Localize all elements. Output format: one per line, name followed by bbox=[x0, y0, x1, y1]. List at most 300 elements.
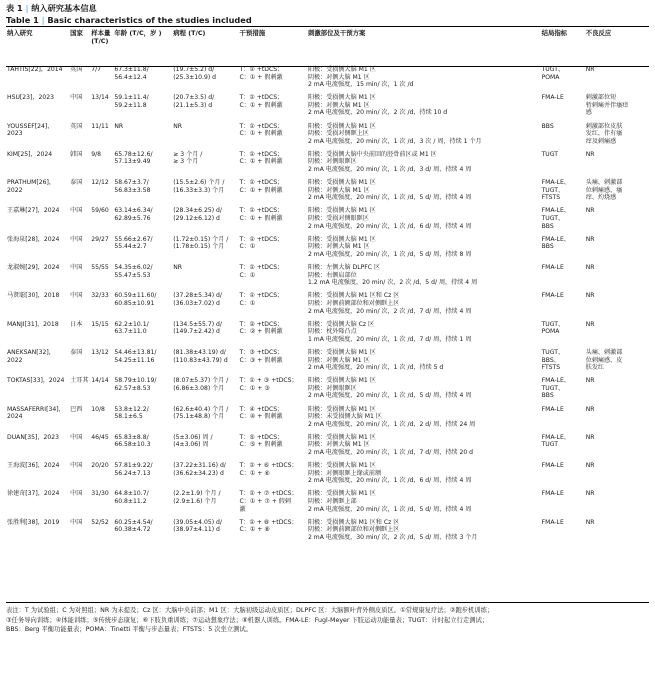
cell-line: (15.5±2.6) 个月 / bbox=[173, 179, 225, 187]
cell-study: 徐建奇[37]，2024 bbox=[7, 490, 60, 498]
cell-outcome bbox=[541, 65, 585, 93]
cell-outcome bbox=[541, 178, 585, 206]
table-row bbox=[6, 348, 649, 376]
cell-intervention bbox=[239, 489, 307, 517]
cell-study: TAHTIS[22]，2014 bbox=[7, 66, 63, 73]
cell-course bbox=[172, 150, 238, 178]
cell-course bbox=[172, 206, 238, 234]
cell-line: NR bbox=[585, 66, 595, 73]
table-row bbox=[6, 489, 649, 517]
cell-line: T：⑤ +tDCS； bbox=[239, 433, 284, 441]
cell-country: 中国 bbox=[70, 490, 83, 498]
table-notes bbox=[6, 606, 649, 635]
cell-outcome bbox=[541, 518, 585, 546]
note-line: 表注：T 为试验组；C 为对照组；NR 为未提及；Cz 区：大脑中央前部；M1 区：大脑初级运动皮质区；DLPFC 区：大脑额叶背外侧皮质区。①常规康复疗法；②跑步机训练； bbox=[6, 607, 494, 614]
cell-line: 64.8±10.7/ bbox=[114, 490, 149, 498]
cell-n: 11/11 bbox=[91, 122, 109, 130]
cell-country: 韩国 bbox=[70, 150, 83, 158]
cell-course bbox=[172, 235, 238, 263]
cell-line: FMA-LE bbox=[541, 264, 564, 272]
cell-course bbox=[172, 348, 238, 376]
cell-line: 痒、灼烧感 bbox=[585, 194, 617, 202]
cell-country: 中国 bbox=[70, 462, 83, 470]
cell-course bbox=[172, 263, 238, 291]
cell-line: 60.59±11.60/ bbox=[114, 292, 157, 300]
cell-line: 阳极：受损侧大脑 M1 区和 Cz 区 bbox=[307, 292, 400, 300]
cell-line: (37.22±31.16) d/ bbox=[173, 462, 226, 470]
cell-study: 龙淑婉[29]，2024 bbox=[7, 264, 60, 272]
cell-course bbox=[172, 461, 238, 489]
cell-line: 2 mA 电流强度，20 min/ 次，1 次 /d，5 d/ 周，持续 8 周 bbox=[307, 250, 472, 258]
cell-line: C：① + ③ bbox=[239, 384, 270, 392]
cell-intervention bbox=[239, 122, 307, 150]
cell-line: BBS bbox=[541, 122, 554, 130]
cell-outcome bbox=[541, 93, 585, 121]
cell-line: NR bbox=[585, 207, 595, 215]
cell-outcome bbox=[541, 405, 585, 433]
table-row bbox=[6, 405, 649, 433]
cell-line: C：① bbox=[239, 243, 256, 251]
cell-line: T：① + ⑥ +tDCS； bbox=[239, 462, 298, 470]
cell-course bbox=[172, 405, 238, 433]
cell-line: NR bbox=[585, 490, 595, 498]
cell-line: 阴极：右侧肩部位 bbox=[307, 271, 357, 279]
cell-line: (1.72±0.15) 个月 / bbox=[173, 235, 229, 243]
cell-regimen bbox=[307, 320, 541, 348]
cell-line: TUGT、 bbox=[541, 348, 565, 356]
cell-line: ≥ 3 个月 bbox=[173, 158, 199, 166]
cell-line: ≥ 3 个月 / bbox=[173, 150, 203, 158]
cell-age bbox=[113, 65, 172, 93]
cell-line: C：① + 假刺激 bbox=[239, 130, 283, 138]
cell-line: T：① +tDCS； bbox=[239, 150, 284, 158]
cell-regimen bbox=[307, 122, 541, 150]
cell-line: (2.9±1.6) 个月 bbox=[173, 498, 217, 506]
cell-regimen bbox=[307, 433, 541, 461]
cell-line: TUGT、 bbox=[541, 215, 565, 223]
cell-line: (29.12±6.12) d bbox=[173, 215, 220, 223]
cell-line: 62.2±10.1/ bbox=[114, 320, 149, 328]
cell-adverse bbox=[585, 206, 649, 234]
note-line: BBS：Berg 平衡功能量表；POMA：Tinetti 平衡与步态量表；FTSTS：5 次坐立测试。 bbox=[6, 626, 252, 633]
cell-line: 2 mA 电流强度，20 min/ 次，1 次 /d，6 d/ 周，持续 4 周 bbox=[307, 222, 472, 230]
col-header-outcome: 结局指标 bbox=[541, 29, 568, 37]
cell-line: 阴极：对侧大脑 M1 区 bbox=[307, 356, 370, 364]
cell-line: NR bbox=[585, 292, 595, 300]
cell-line: FMA-LE bbox=[541, 405, 564, 413]
cell-line: 60.85±10.91 bbox=[114, 299, 155, 307]
table-row bbox=[6, 206, 649, 234]
cell-line: (110.83±43.79) d bbox=[173, 356, 228, 364]
cell-line: 位刺痛感、皮 bbox=[585, 356, 623, 364]
cell-line: 阳极：受损侧大脑 M1 区 bbox=[307, 66, 376, 73]
cell-age bbox=[113, 263, 172, 291]
cell-line: (19.7±5.2) d/ bbox=[173, 66, 215, 73]
cell-line: 发红，伴有瘙 bbox=[585, 130, 623, 138]
cell-line: NR bbox=[585, 405, 595, 413]
cell-line: NR bbox=[585, 150, 595, 158]
cell-line: T：① + ③ +tDCS； bbox=[239, 377, 298, 385]
cell-line: 阳极：受损侧大脑 M1 区 bbox=[307, 179, 376, 187]
cell-line: 2 mA 电流强度，20 min/ 次，1 次 /d，5 d/ 周，持续 4 周 bbox=[307, 505, 472, 513]
cell-age bbox=[113, 150, 172, 178]
cell-intervention bbox=[239, 320, 307, 348]
cell-line: T：② +tDCS； bbox=[239, 320, 284, 328]
cell-line: NR bbox=[585, 264, 595, 272]
cell-line: 58.67±3.7/ bbox=[114, 179, 149, 187]
cell-line: T：④ +tDCS； bbox=[239, 405, 284, 413]
cell-line: C：④ + 假刺激 bbox=[239, 413, 283, 421]
table-row bbox=[6, 178, 649, 206]
cell-line: FMA-LE bbox=[541, 518, 564, 526]
cell-regimen bbox=[307, 206, 541, 234]
cell-age bbox=[113, 461, 172, 489]
cell-line: 头痛、刺激部 bbox=[585, 179, 623, 187]
cell-line: 57.81±9.22/ bbox=[114, 462, 153, 470]
cell-intervention bbox=[239, 518, 307, 546]
cell-line: T：① +tDCS； bbox=[239, 122, 284, 130]
cell-line: 刺激部位短 bbox=[585, 94, 617, 102]
cell-line: (36.62±34.23) d bbox=[173, 469, 224, 477]
cell-line: 阳极：受损侧大脑 Cz 区 bbox=[307, 320, 375, 328]
cell-line: 56.4±12.4 bbox=[114, 73, 147, 81]
cell-line: NR bbox=[585, 518, 595, 526]
cell-intervention bbox=[239, 461, 307, 489]
cell-line: C：① + 假刺激 bbox=[239, 73, 283, 81]
cell-line: (2.2±1.9) 个月 / bbox=[173, 490, 221, 498]
cell-country: 中国 bbox=[70, 292, 83, 300]
studies-table bbox=[6, 27, 649, 546]
caption-cn bbox=[6, 2, 650, 14]
cell-line: TUGT bbox=[541, 441, 558, 449]
table-row bbox=[6, 376, 649, 404]
cell-line: 阳极：受损侧大脑 M1 区 bbox=[307, 405, 376, 413]
cell-line: 阳极：受损侧大脑 M1 区 bbox=[307, 433, 376, 441]
cell-line: 阴极：对侧眼眶上缘或前额 bbox=[307, 469, 382, 477]
cell-course bbox=[172, 376, 238, 404]
cell-regimen bbox=[307, 518, 541, 546]
cell-regimen bbox=[307, 150, 541, 178]
cell-line: 2 mA 电流强度，20 min/ 次，1 次 /d，3 次 / 周，持续 1 个月 bbox=[307, 137, 482, 145]
cell-age bbox=[113, 433, 172, 461]
cell-line: C：① + 假刺激 bbox=[239, 101, 283, 109]
cell-line: 56.24±7.13 bbox=[114, 469, 151, 477]
cell-line: 66.58±10.3 bbox=[114, 441, 151, 449]
cell-line: 感 bbox=[585, 109, 592, 117]
cell-country: 土耳其 bbox=[70, 377, 89, 385]
cell-line: 阳极：左侧大脑 DLPFC 区 bbox=[307, 264, 381, 272]
cell-age bbox=[113, 405, 172, 433]
col-header-intervention: 干预措施 bbox=[239, 29, 266, 37]
cell-line: POMA bbox=[541, 73, 560, 81]
cell-outcome bbox=[541, 433, 585, 461]
cell-line: NR bbox=[585, 433, 595, 441]
cell-line: 阳极：受损侧大脑 M1 区 bbox=[307, 122, 376, 130]
cell-line: 阴极：对侧大脑 M1 区 bbox=[307, 73, 370, 81]
caption-en-label: Table 1 bbox=[6, 15, 39, 25]
cell-age bbox=[113, 93, 172, 121]
table-row bbox=[6, 65, 649, 93]
cell-line: 阴极：对侧大脑 M1 区 bbox=[307, 101, 370, 109]
cell-country: 英国 bbox=[70, 122, 83, 130]
cell-line: 位刺痛感、瘙 bbox=[585, 186, 623, 194]
cell-age bbox=[113, 376, 172, 404]
cell-line: (37.28±5.34) d/ bbox=[173, 292, 222, 300]
cell-line: (28.34±6.25) d/ bbox=[173, 207, 222, 215]
table-header-row bbox=[6, 27, 649, 65]
cell-line: 2 mA 电流强度，20 min/ 次，1 次 /d，6 d/ 周，持续 4 周 bbox=[307, 477, 472, 485]
cell-line: TUGT、 bbox=[541, 186, 565, 194]
cell-line: 2 mA 电流强度，20 min/ 次，1 次 /d，2 d/ 周，持续 24 周 bbox=[307, 420, 476, 428]
cell-adverse bbox=[585, 489, 649, 517]
cell-line: POMA bbox=[541, 328, 560, 336]
cell-line: 65.78±12.6/ bbox=[114, 150, 153, 158]
col-header-sample-size: 样本量 (T/C) bbox=[91, 29, 111, 45]
cell-line: 阳极：受损侧大脑 M1 区 bbox=[307, 235, 376, 243]
cell-line: 56.83±3.58 bbox=[114, 186, 151, 194]
cell-adverse bbox=[585, 433, 649, 461]
col-header-course: 病程 (T/C) bbox=[173, 29, 206, 37]
cell-line: FTSTS bbox=[541, 194, 561, 202]
cell-regimen bbox=[307, 376, 541, 404]
cell-n: 14/14 bbox=[91, 377, 109, 385]
cell-line: NR bbox=[585, 462, 595, 470]
cell-line: 阳极：受损侧大脑 M1 区 bbox=[307, 207, 376, 215]
caption-cn-title: 纳入研究基本信息 bbox=[31, 3, 97, 13]
cell-line: 阳极：受损侧大脑 M1 区 bbox=[307, 490, 376, 498]
cell-line: FMA-LE、 bbox=[541, 207, 570, 215]
cell-country: 日本 bbox=[70, 320, 83, 328]
cell-line: BBS bbox=[541, 392, 554, 400]
cell-line: 阴极：对侧眼眶区 bbox=[307, 384, 357, 392]
caption-separator-en: | bbox=[41, 15, 45, 25]
cell-regimen bbox=[307, 93, 541, 121]
table-bottom-rule bbox=[6, 602, 649, 603]
cell-adverse bbox=[585, 461, 649, 489]
cell-regimen bbox=[307, 461, 541, 489]
cell-intervention bbox=[239, 433, 307, 461]
cell-line: TUGT、 bbox=[541, 320, 565, 328]
cell-regimen bbox=[307, 348, 541, 376]
cell-adverse bbox=[585, 376, 649, 404]
cell-line: NR bbox=[114, 122, 124, 130]
cell-line: 阳极：受损侧大脑 M1 区 bbox=[307, 94, 376, 102]
cell-regimen bbox=[307, 405, 541, 433]
col-header-age: 年龄 (T/C，岁 ) bbox=[114, 29, 162, 37]
cell-line: 62.57±8.53 bbox=[114, 384, 151, 392]
cell-line: 2 mA 电流强度，20 min/ 次，1 次 /d，5 d/ 周，持续 4 周 bbox=[307, 392, 472, 400]
cell-line: C：① + 假刺激 bbox=[239, 215, 283, 223]
cell-age bbox=[113, 291, 172, 319]
cell-course bbox=[172, 65, 238, 93]
cell-line: T：① + ⑦ +tDCS； bbox=[239, 490, 298, 498]
cell-line: (4±3.06) 周 bbox=[173, 441, 209, 449]
cell-line: T：③ +tDCS； bbox=[239, 348, 284, 356]
cell-study: 张胜利[38]，2019 bbox=[7, 518, 60, 526]
cell-country: 泰国 bbox=[70, 348, 83, 356]
cell-line: TUGT、 bbox=[541, 66, 565, 73]
cell-adverse bbox=[585, 263, 649, 291]
cell-adverse bbox=[585, 518, 649, 546]
cell-adverse bbox=[585, 291, 649, 319]
cell-study: ANEKSAN[32]，2022 bbox=[7, 348, 55, 364]
cell-age bbox=[113, 489, 172, 517]
cell-line: 57.13±9.49 bbox=[114, 158, 151, 166]
cell-line: 阴极：对侧大脑 M1 区 bbox=[307, 243, 370, 251]
cell-line: 激 bbox=[239, 505, 246, 513]
cell-study: DUAN[35]，2023 bbox=[7, 433, 59, 441]
cell-intervention bbox=[239, 65, 307, 93]
cell-study: 王嘉琳[27]，2024 bbox=[7, 207, 60, 215]
cell-line: C：① + ⑥ bbox=[239, 469, 270, 477]
table-row bbox=[6, 93, 649, 121]
cell-n: 13/14 bbox=[91, 94, 109, 102]
cell-country: 泰国 bbox=[70, 179, 83, 187]
cell-regimen bbox=[307, 65, 541, 93]
cell-line: 暂刺痛并伴瘙痒 bbox=[585, 101, 629, 109]
cell-line: T：① +tDCS； bbox=[239, 66, 284, 73]
cell-line: 阳极：受损侧大脑中央前回的胫骨前区或 M1 区 bbox=[307, 150, 437, 158]
cell-course bbox=[172, 489, 238, 517]
cell-line: 60.38±4.72 bbox=[114, 526, 151, 534]
cell-age bbox=[113, 122, 172, 150]
cell-age bbox=[113, 178, 172, 206]
cell-course bbox=[172, 122, 238, 150]
cell-adverse bbox=[585, 348, 649, 376]
cell-age bbox=[113, 518, 172, 546]
cell-line: FMA-LE bbox=[541, 462, 564, 470]
cell-line: 头痛、刺激部 bbox=[585, 348, 623, 356]
cell-course bbox=[172, 178, 238, 206]
cell-line: C：③ + 假刺激 bbox=[239, 356, 283, 364]
cell-regimen bbox=[307, 235, 541, 263]
table-body bbox=[6, 65, 649, 546]
cell-intervention bbox=[239, 263, 307, 291]
cell-adverse bbox=[585, 93, 649, 121]
cell-regimen bbox=[307, 489, 541, 517]
cell-country: 巴西 bbox=[70, 405, 83, 413]
cell-outcome bbox=[541, 122, 585, 150]
cell-line: 阴极：对侧眼眶区 bbox=[307, 158, 357, 166]
cell-course bbox=[172, 320, 238, 348]
cell-n: 10/8 bbox=[91, 405, 105, 413]
cell-line: TUGT bbox=[541, 150, 558, 158]
cell-adverse bbox=[585, 150, 649, 178]
cell-intervention bbox=[239, 376, 307, 404]
cell-line: NR bbox=[585, 320, 595, 328]
cell-study: HSU[23]，2023 bbox=[7, 94, 55, 102]
cell-age bbox=[113, 348, 172, 376]
cell-line: FTSTS bbox=[541, 364, 561, 372]
cell-line: 53.8±12.2/ bbox=[114, 405, 149, 413]
cell-regimen bbox=[307, 263, 541, 291]
cell-line: 阳极：受损侧大脑 M1 区 bbox=[307, 377, 376, 385]
cell-line: 2 mA 电流强度，20 min/ 次，1 次 /d，3 d/ 周，持续 4 周 bbox=[307, 166, 472, 174]
cell-line: 阳极：受损侧大脑 M1 区和 Cz 区 bbox=[307, 518, 400, 526]
cell-n: 31/30 bbox=[91, 490, 109, 498]
cell-n: 52/52 bbox=[91, 518, 109, 526]
cell-line: 54.35±6.02/ bbox=[114, 264, 153, 272]
cell-adverse bbox=[585, 65, 649, 93]
cell-study: TOKTAS[33]，2024 bbox=[7, 377, 65, 385]
cell-course bbox=[172, 433, 238, 461]
cell-outcome bbox=[541, 461, 585, 489]
cell-age bbox=[113, 320, 172, 348]
col-header-country: 国家 bbox=[70, 29, 83, 37]
cell-line: 阴极：对侧前额部位和对侧眶上区 bbox=[307, 299, 400, 307]
cell-n: 9/8 bbox=[91, 150, 101, 158]
caption-en-title: Basic characteristics of the studies included bbox=[47, 15, 252, 25]
cell-line: (149.7±2.42) d bbox=[173, 328, 220, 336]
cell-line: 2 mA 电流强度，20 min/ 次，1 次 /d，持续 5 d bbox=[307, 364, 444, 372]
cell-line: 54.46±13.81/ bbox=[114, 348, 157, 356]
cell-course bbox=[172, 291, 238, 319]
cell-intervention bbox=[239, 235, 307, 263]
cell-line: FMA-LE、 bbox=[541, 433, 570, 441]
cell-n: 12/12 bbox=[91, 179, 109, 187]
cell-line: 阴极：对侧前额部位和对侧眶上区 bbox=[307, 526, 400, 534]
cell-intervention bbox=[239, 291, 307, 319]
cell-line: 58.1±6.5 bbox=[114, 413, 143, 421]
cell-line: 62.89±5.76 bbox=[114, 215, 151, 223]
cell-adverse bbox=[585, 178, 649, 206]
cell-line: C：① + 假刺激 bbox=[239, 158, 283, 166]
cell-n: 29/27 bbox=[91, 235, 109, 243]
cell-n: 46/45 bbox=[91, 433, 109, 441]
cell-line: T：① +tDCS； bbox=[239, 235, 284, 243]
cell-line: NR bbox=[585, 377, 595, 385]
cell-line: 肤发红 bbox=[585, 364, 605, 372]
caption-separator: | bbox=[25, 3, 29, 13]
cell-country: 中国 bbox=[70, 433, 83, 441]
table-row bbox=[6, 461, 649, 489]
cell-n: 55/55 bbox=[91, 264, 109, 272]
cell-line: 60.25±4.54/ bbox=[114, 518, 153, 526]
cell-line: T：① +tDCS； bbox=[239, 94, 284, 102]
cell-n: 7/7 bbox=[91, 66, 101, 73]
caption-en bbox=[6, 14, 650, 26]
cell-line: T：① +tDCS； bbox=[239, 179, 284, 187]
cell-line: 65.83±8.8/ bbox=[114, 433, 149, 441]
cell-intervention bbox=[239, 206, 307, 234]
cell-line: 2 mA 电流强度，20 min/ 次，2 次 /d，持续 10 d bbox=[307, 109, 448, 117]
cell-line: 阴极：枕外隆凸点 bbox=[307, 328, 357, 336]
cell-line: 2 mA 电流强度，20 min/ 次，1 次 /d，7 d/ 周，持续 20 d bbox=[307, 449, 474, 457]
cell-adverse bbox=[585, 235, 649, 263]
cell-intervention bbox=[239, 150, 307, 178]
table-row bbox=[6, 320, 649, 348]
cell-line: FMA-LE bbox=[541, 94, 564, 102]
cell-line: 阴极：受损对侧眼眶区 bbox=[307, 215, 369, 223]
cell-line: C：① + ⑧ bbox=[239, 526, 270, 534]
cell-outcome bbox=[541, 206, 585, 234]
cell-outcome bbox=[541, 320, 585, 348]
cell-line: BBS bbox=[541, 243, 554, 251]
cell-intervention bbox=[239, 178, 307, 206]
cell-n: 32/33 bbox=[91, 292, 109, 300]
cell-line: FMA-LE bbox=[541, 490, 564, 498]
cell-line: T：① + ⑧ +tDCS； bbox=[239, 518, 298, 526]
cell-study: MASSAFERRI[34]，2024 bbox=[7, 405, 65, 421]
cell-line: 63.7±11.0 bbox=[114, 328, 147, 336]
cell-intervention bbox=[239, 348, 307, 376]
cell-outcome bbox=[541, 150, 585, 178]
cell-line: C：① bbox=[239, 271, 256, 279]
cell-line: 67.3±11.8/ bbox=[114, 66, 149, 73]
cell-line: 55.47±5.53 bbox=[114, 271, 151, 279]
cell-study: 马贤聪[30]，2018 bbox=[7, 292, 60, 300]
cell-study: MANJI[31]，2018 bbox=[7, 320, 59, 328]
